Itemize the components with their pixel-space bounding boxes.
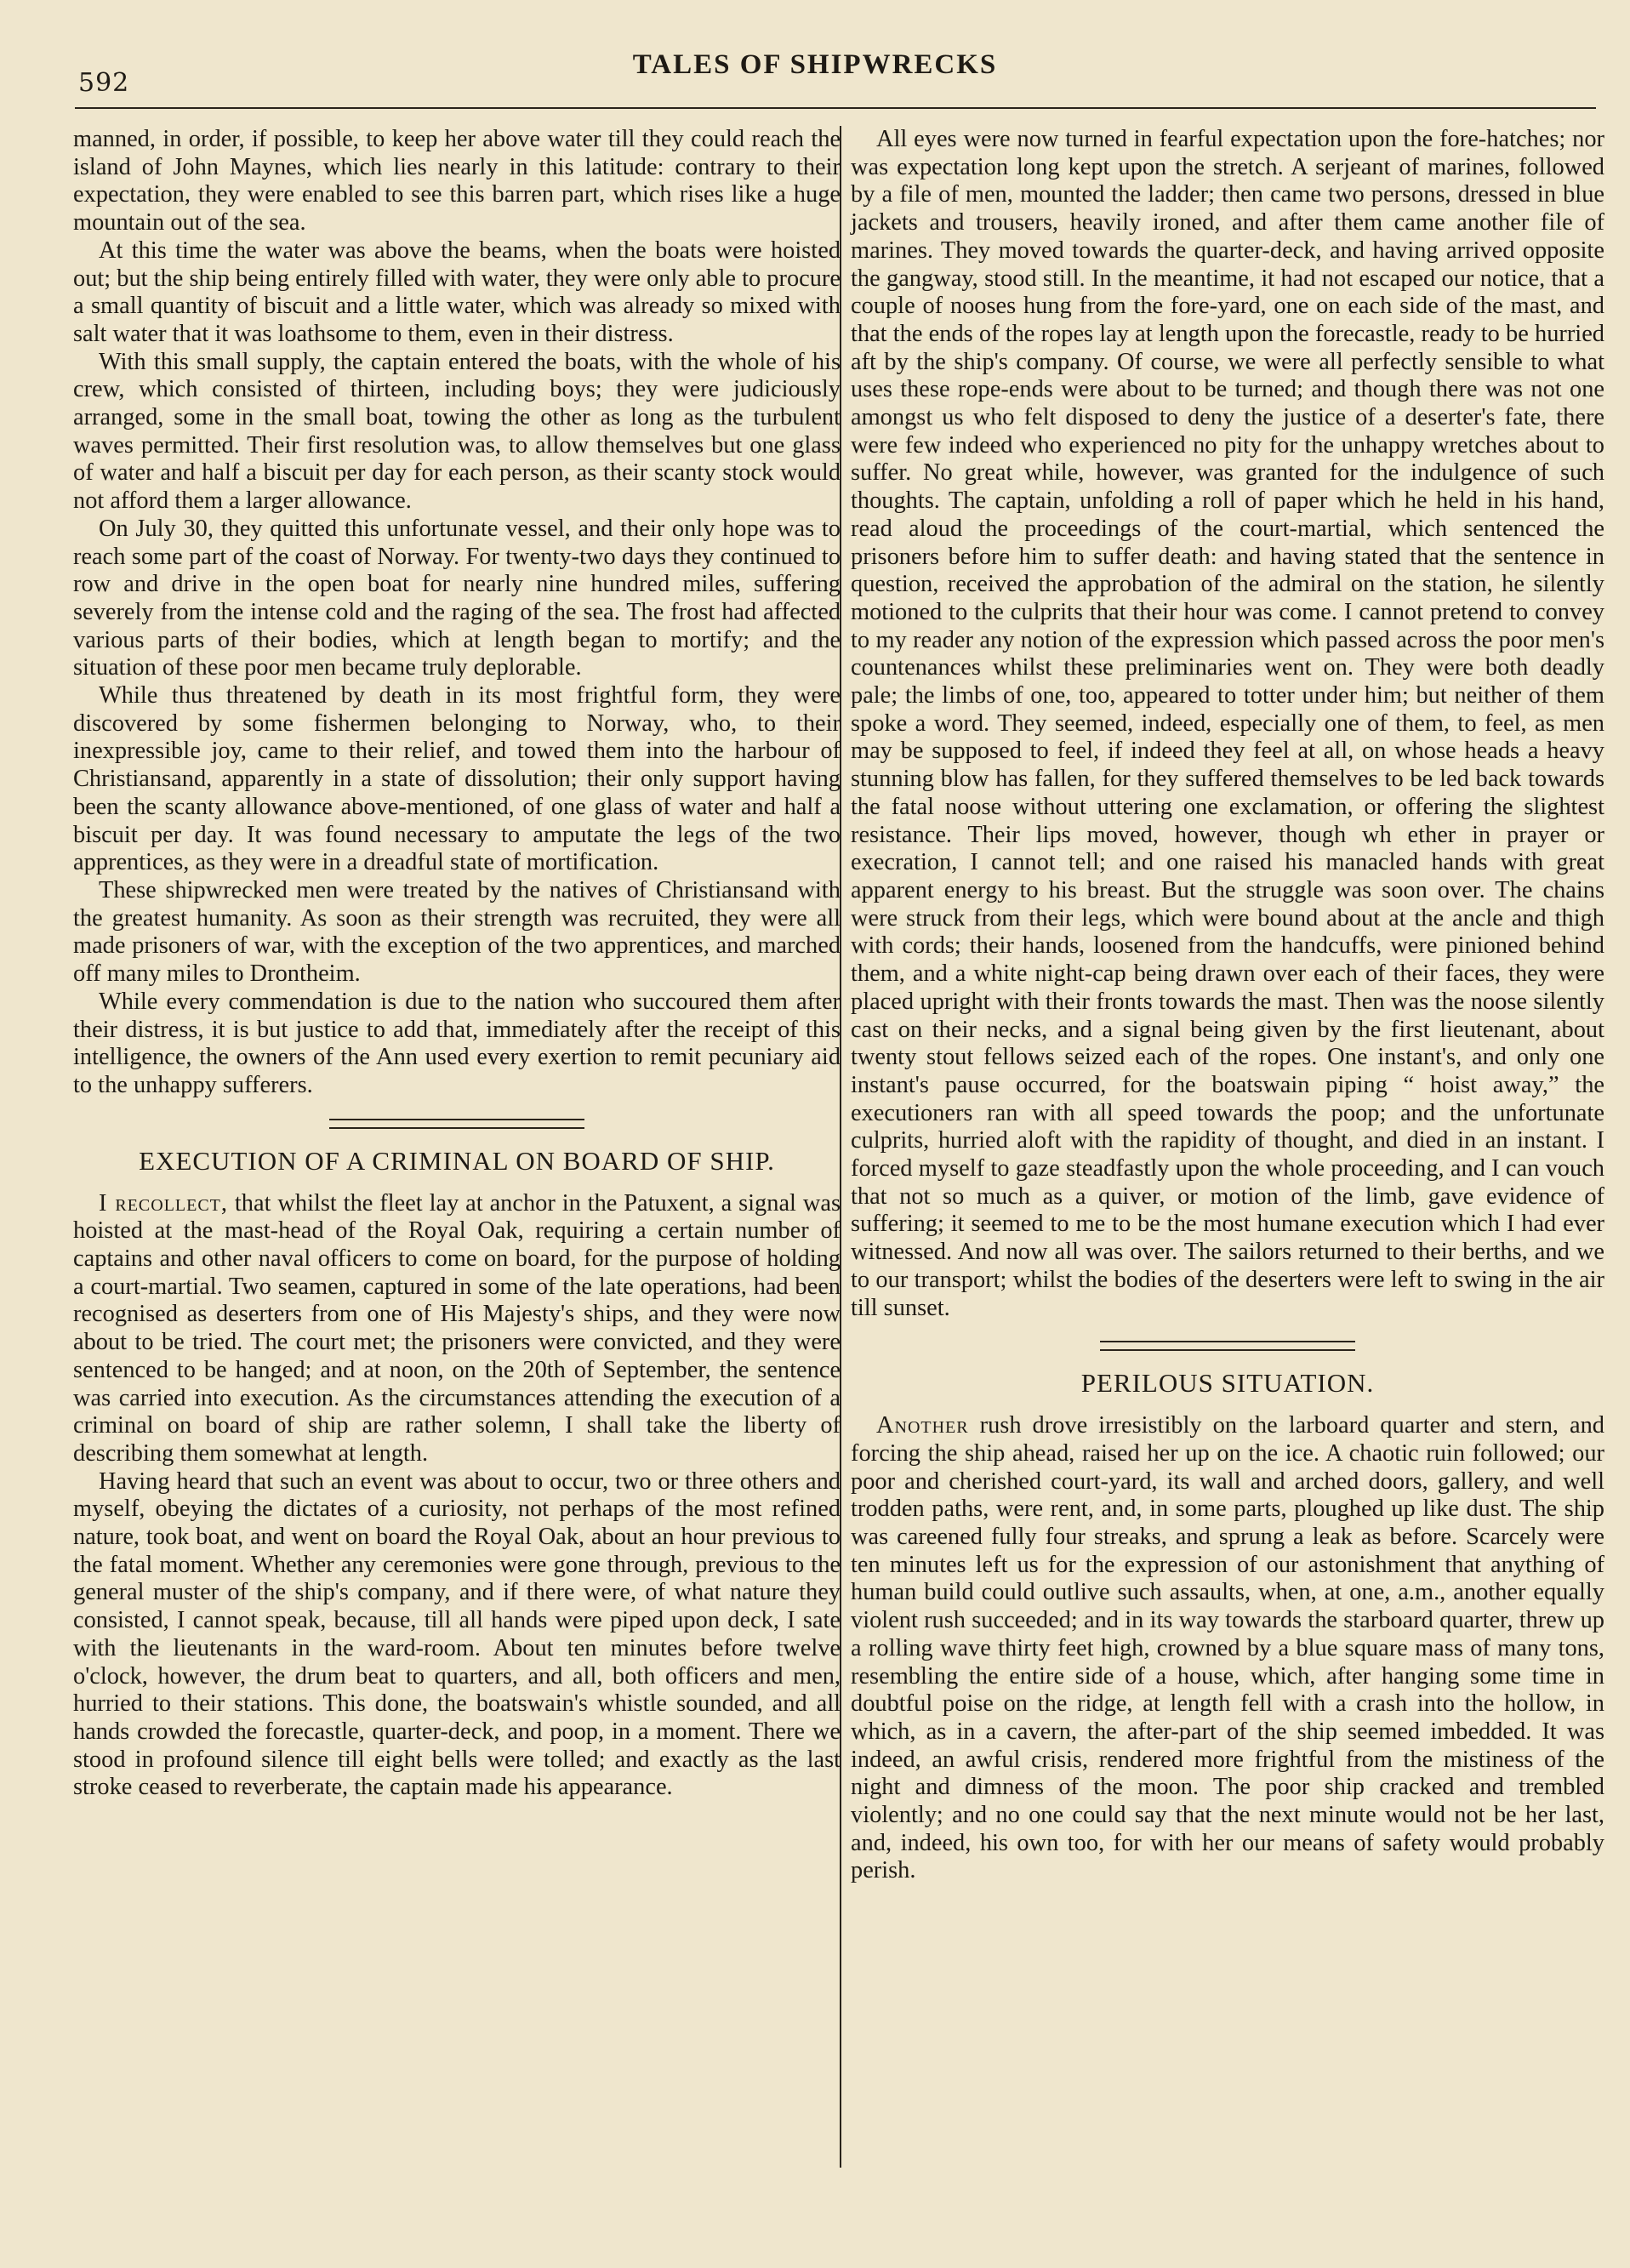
section-title: EXECUTION OF A CRIMINAL ON BOARD OF SHIP. (139, 1145, 775, 1176)
right-column (851, 126, 1604, 1885)
ornament-rule (1100, 1341, 1355, 1351)
paragraph: All eyes were now turned in fearful expectation upon the fore-hatches; nor was expectation long kept upon the stretch. A serjeant of marines, followed by a file of men, mounted the ladder; then came two persons, dressed in blue jackets and trousers, heavily ironed, and after them came another file of marines. They moved towards the quarter-deck, and having arrived opposite the gangway, stood still. In the meantime, it had not escaped our notice, that a couple of nooses hung from the fore-yard, one on each side of the mast, and that the ends of the ropes lay at length upon the forecastle, ready to be hurried aft by the ship's company. Of course, we were all perfectly sensible to what uses these rope-ends were about to be turned; and though there was not one amongst us who felt disposed to deny the justice of a deserter's fate, there were few indeed who experienced no pity for the unhappy wretches about to suffer. No great while, however, was granted for the indulgence of such thoughts. The captain, unfolding a roll of paper which he held in his hand, read aloud the proceedings of the court-martial, which sentenced the prisoners before him to suffer death: and having stated that the sentence in question, received the approbation of the admiral on the station, he silently motioned to the culprits that their hour was come. I cannot pretend to convey to my reader any notion of the expression which passed across the poor men's countenances whilst these preliminaries went on. They were both deadly pale; the limbs of one, too, appeared to totter under him; but neither of them spoke a word. They seemed, indeed, especially one of them, to feel, as men may be supposed to feel, if indeed they feel at all, on whose heads a heavy stunning blow has fallen, for they suffered themselves to be led back towards the fatal noose without uttering one exclamation, or offering the slightest resistance. Their lips moved, however, though wh ether in prayer or execration, I cannot tell; and one raised his manacled hands with great apparent energy to his breast. But the struggle was soon over. The chains were struck from their legs, which were bound about at the ancle and thigh with cords; their hands, loosened from the handcuffs, were pinioned behind them, and a white night-cap being drawn over each of their faces, they were placed upright with their fronts towards the mast. Then was the noose silently cast on their necks, and a signal being given by the first lieutenant, about twenty stout fellows seized each of the ropes. One instant's, and only one instant's pause occurred, for the boatswain piping “ hoist away,” the executioners ran with all speed towards the poop; and the unfortunate culprits, hurried aloft with the rapidity of thought, and died in an instant. I forced myself to gaze steadfastly upon the whole proceeding, and I can vouch that not so much as a quiver, or motion of the limb, gave evidence of suffering; it seemed to me to be the most humane execution which I had ever witnessed. And now all was over. The sailors returned to their berths, and we to our transport; whilst the bodies of the deserters were left to swing in the air till sunset. (851, 126, 1604, 1321)
ornament-rule (329, 1119, 584, 1129)
paragraph: On July 30, they quitted this unfortunate vessel, and their only hope was to reach some part of the coast of Norway. For twenty-two days they continued to row and drive in the open boat for nearly nine hundred miles, suffering severely from the intense cold and the raging of the sea. The frost had affected various parts of their bodies, which at length began to mortify; and the situation of these poor men became truly deplorable. (73, 515, 841, 681)
section-title: PERILOUS SITUATION. (1080, 1368, 1375, 1399)
page-number: 592 (78, 68, 130, 98)
section-first-text: rush drove irresistibly on the larboard quarter and stern, and forcing the ship ahead, raised her up on the ice. A chaotic ruin followed; our poor and cherished court-yard, its wall and arched doors, gallery, and well trodden paths, were rent, and, in some parts, ploughed up like dust. The ship was careened fully four streaks, and sprung a leak as before. Scarcely were ten minutes left us for the expression of our astonishment that anything of human build could outlive such assaults, when, at one, a.m., another equally violent rush succeeded; and in its way towards the starboard quarter, threw up a rolling wave thirty feet high, crowned by a blue square mass of many tons, resembling the entire side of a house, which, after hanging some time in doubtful poise on the ridge, at length fell with a crash into the hollow, in which, as in a cavern, the after-part of the ship seemed imbedded. It was indeed, an awful crisis, rendered more frightful from the mistiness of the night and dimness of the moon. The poor ship cracked and trembled violently; and no one could say that the next minute would not be her last, and, indeed, his own too, for with her our means of safety would probably perish. (851, 1412, 1604, 1884)
paragraph: Having heard that such an event was about to occur, two or three others and myself, obeying the dictates of a curiosity, not perhaps of the most refined nature, took boat, and went on board the Royal Oak, about an hour previous to the fatal moment. Whether any ceremonies were gone through, previous to the general muster of the ship's company, and if there were, of what nature they consisted, I cannot speak, because, till all hands were piped upon deck, I sate with the lieutenants in the ward-room. About ten minutes before twelve o'clock, however, the drum beat to quarters, and all, both officers and men, hurried to their stations. This done, the boatswain's whistle sounded, and all hands crowded the forecastle, quarter-deck, and poop, in a moment. There we stood in profound silence till eight bells were tolled; and exactly as the last stroke ceased to reverberate, the captain made his appearance. (73, 1467, 841, 1801)
paragraph: With this small supply, the captain entered the boats, with the whole of his crew, which consisted of thirteen, including boys; they were judiciously arranged, some in the small boat, towing the other as long as the turbulent waves permitted. Their first resolution was, to allow themselves but one glass of water and half a biscuit per day for each person, as their scanty stock would not afford them a larger allowance. (73, 348, 841, 515)
left-column (73, 126, 841, 1802)
section-opening (851, 1412, 1604, 1885)
paragraph: While every commendation is due to the nation who succoured them after their distress, it is but justice to add that, immediately after the receipt of this intelligence, the owners of the Ann used every exertion to remit pecuniary aid to the unhappy sufferers. (73, 988, 841, 1098)
section-first-text: that whilst the fleet lay at anchor in the Patuxent, a signal was hoisted at the mast-head of the Royal Oak, requiring a certain number of captains and other naval officers to come on board, for the purpose of holding a court-martial. Two seamen, captured in some of the late operations, had been recognised as deserters from one of His Majesty's ships, and they were now about to be tried. The court met; the prisoners were convicted, and they were sentenced to be hanged; and at noon, on the 20th of September, the sentence was carried into execution. As the circumstances attending the execution of a criminal on board of ship are rather solemn, I shall take the liberty of describing them somewhat at length. (73, 1189, 841, 1467)
section-lead: I recollect, (99, 1189, 228, 1217)
section-lead: Another (876, 1412, 969, 1439)
section-opening (73, 1190, 841, 1468)
paragraph: While thus threatened by death in its most frightful form, they were discovered by some fishermen belonging to Norway, who, to their inexpressible joy, came to their relief, and towed them into the harbour of Christiansand, apparently in a state of dissolution; their only support having been the scanty allowance above-mentioned, of one glass of water and half a biscuit per day. It was found necessary to amputate the legs of the two apprentices, as they were in a dreadful state of mortification. (73, 682, 841, 876)
running-head: TALES OF SHIPWRECKS (632, 49, 998, 80)
paragraph: manned, in order, if possible, to keep her above water till they could reach the island of John Maynes, which lies nearly in this latitude: contrary to their expectation, they were enabled to see this barren part, which rises like a huge mountain out of the sea. (73, 126, 841, 236)
header-rule (75, 107, 1596, 109)
paragraph: At this time the water was above the beams, when the boats were hoisted out; but the ship being entirely filled with water, they were only able to procure a small quantity of biscuit and a little water, which was already so mixed with salt water that it was loathsome to them, even in their distress. (73, 236, 841, 347)
paragraph: These shipwrecked men were treated by the natives of Christiansand with the greatest humanity. As soon as their strength was recruited, they were all made prisoners of war, with the exception of the two apprentices, and marched off many miles to Drontheim. (73, 876, 841, 988)
